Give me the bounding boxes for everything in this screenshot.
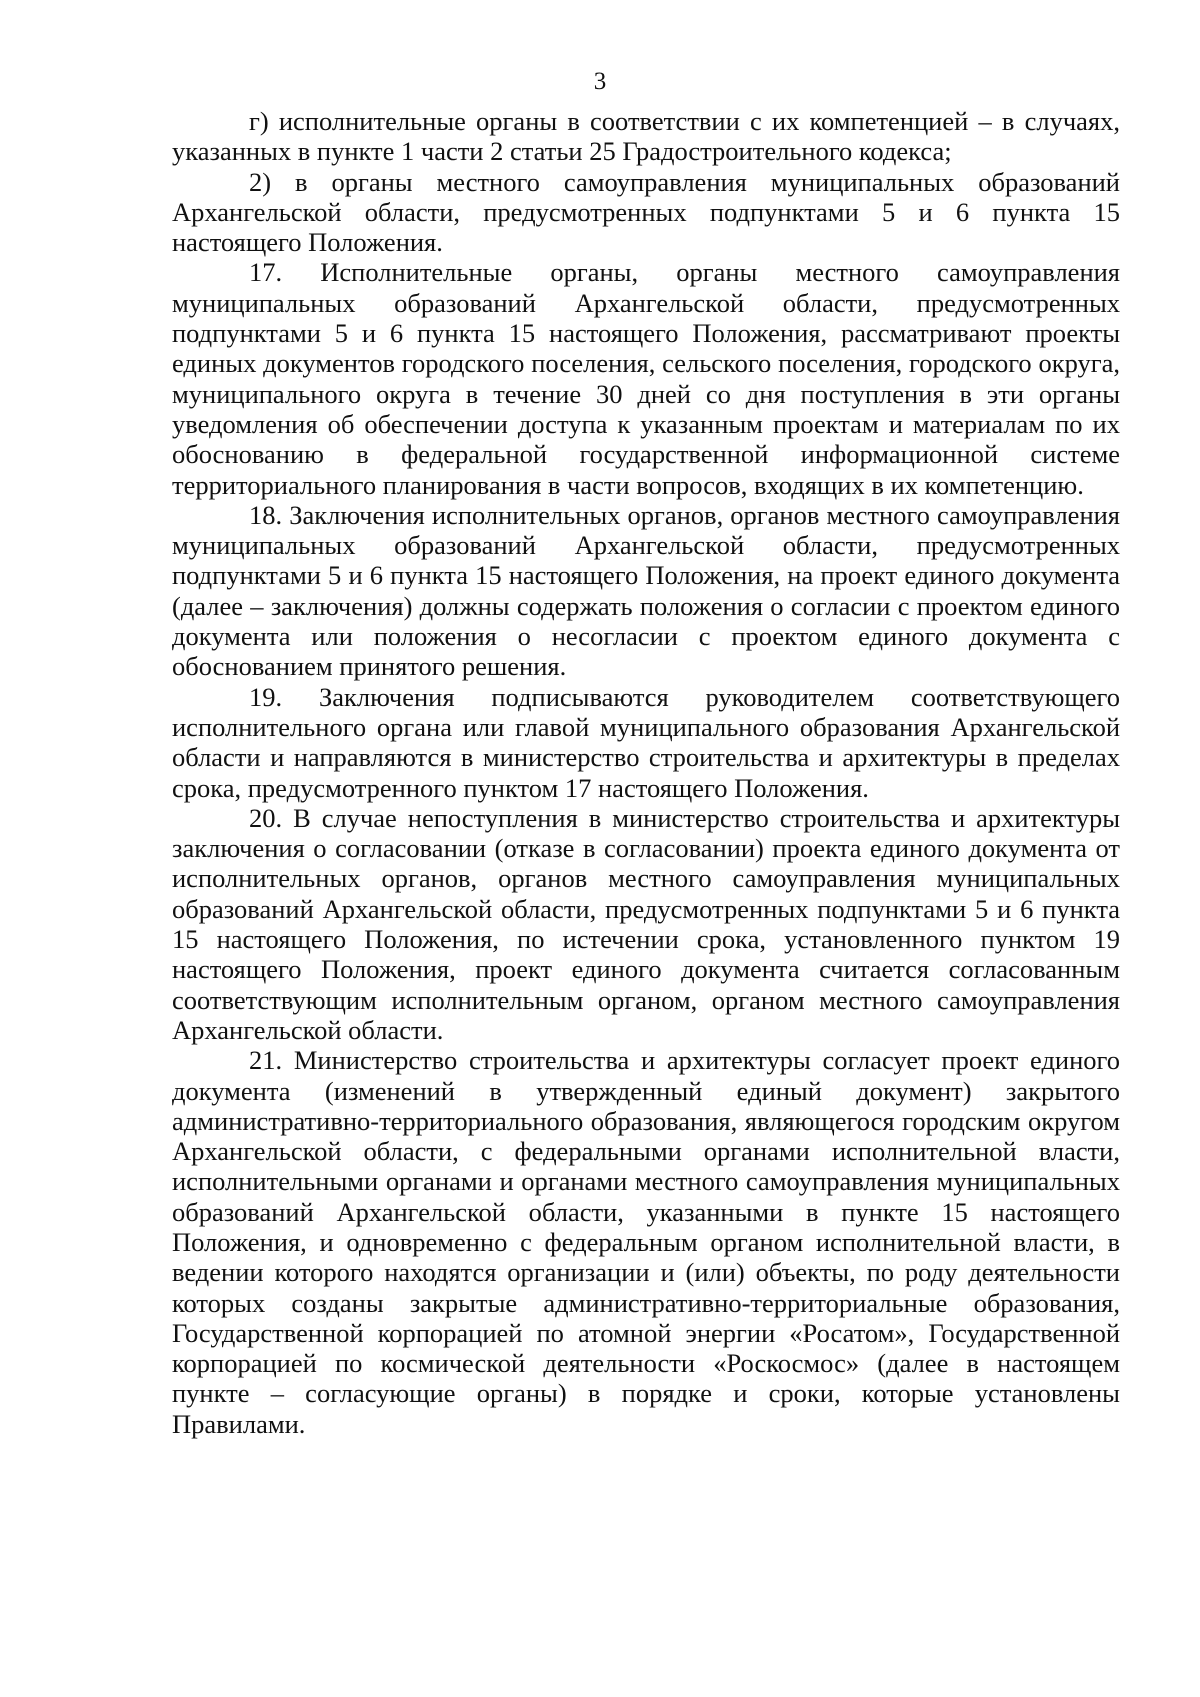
paragraph-subitem-2: 2) в органы местного самоуправления муниципальных образований Архангельской области, предусмотренных подпунктами 5 и 6 пункта 15 настоящего Положения.	[172, 166, 1120, 258]
document-body	[172, 106, 1120, 1439]
paragraph-20: 20. В случае непоступления в министерство строительства и архитектуры заключения о согласовании (отказе в согласовании) проекта единого документа от исполнительных органов, органов местного самоуправления муниципальных образований Архангельской области, предусмотренных подпунктами 5 и 6 пункта 15 настоящего Положения, по истечении срока, установленного пунктом 19 настоящего Положения, проект единого документа считается согласованным соответствующим исполнительным органом, органом местного самоуправления Архангельской области.	[172, 802, 1120, 1045]
paragraph-18: 18. Заключения исполнительных органов, органов местного самоуправления муниципальных образований Архангельской области, предусмотренных подпунктами 5 и 6 пункта 15 настоящего Положения, на проект единого документа (далее – заключения) должны содержать положения о согласии с проектом единого документа или положения о несогласии с проектом единого документа с обоснованием принятого решения.	[172, 499, 1120, 682]
page-number: 3	[593, 68, 607, 95]
paragraph-17: 17. Исполнительные органы, органы местного самоуправления муниципальных образований Архангельской области, предусмотренных подпунктами 5 и 6 пункта 15 настоящего Положения, рассматривают проекты единых документов городского поселения, сельского поселения, городского округа, муниципального округа в течение 30 дней со дня поступления в эти органы уведомления об обеспечении доступа к указанным проектам и материалам по их обоснованию в федеральной государственной информационной системе территориального планирования в части вопросов, входящих в их компетенцию.	[172, 257, 1120, 500]
paragraph-21: 21. Министерство строительства и архитектуры согласует проект единого документа (изменений в утвержденный единый документ) закрытого административно-территориального образования, являющегося городским округом Архангельской области, с федеральными органами исполнительной власти, исполнительными органами и органами местного самоуправления муниципальных образований Архангельской области, указанными в пункте 15 настоящего Положения, и одновременно с федеральным органом исполнительной власти, в ведении которого находятся организации и (или) объекты, по роду деятельности которых созданы закрытые административно-территориальные образования, Государственной корпорацией по атомной энергии «Росатом», Государственной корпорацией по космической деятельности «Роскосмос» (далее в настоящем пункте – согласующие органы) в порядке и сроки, которые установлены Правилами.	[172, 1045, 1120, 1439]
paragraph-19: 19. Заключения подписываются руководителем соответствующего исполнительного органа или главой муниципального образования Архангельской области и направляются в министерство строительства и архитектуры в пределах срока, предусмотренного пунктом 17 настоящего Положения.	[172, 681, 1120, 803]
paragraph-subitem-g: г) исполнительные органы в соответствии с их компетенцией – в случаях, указанных в пункте 1 части 2 статьи 25 Градостроительного кодекса;	[172, 106, 1120, 167]
